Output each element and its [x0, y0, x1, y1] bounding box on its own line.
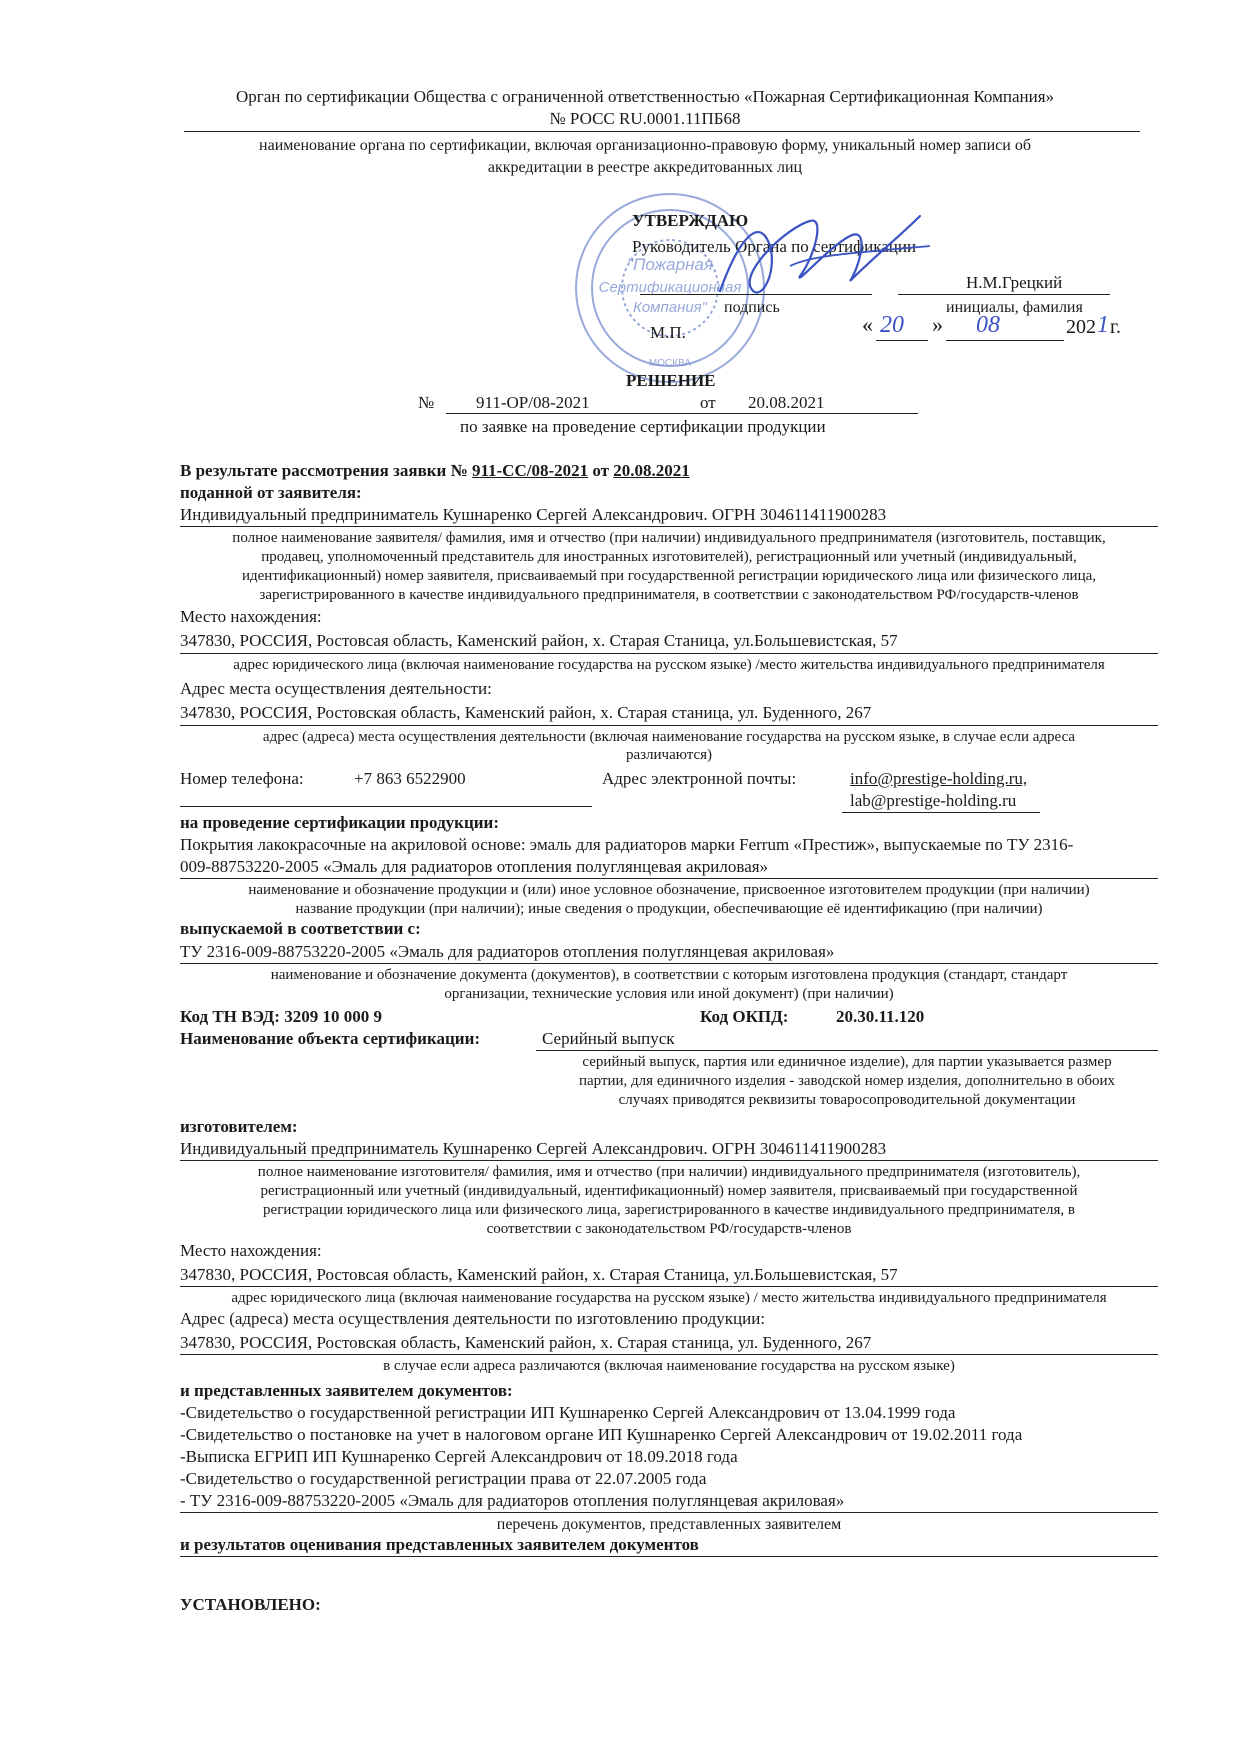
divider [180, 963, 1158, 964]
approval-position: Руководитель Органа по сертификации [632, 237, 917, 256]
application-date: 20.08.2021 [613, 461, 690, 480]
standard-caption-1: наименование и обозначение документа (документов), в соответствии с которым изготовлена продукция (стандарт, стандарт [270, 967, 1068, 983]
location-caption: адрес юридического лица (включая наименование государства на русском языке) /место жительства индивидуального предпринимателя [233, 657, 1105, 673]
object-caption-2: партии, для единичного изделия - заводской номер изделия, дополнительно в обоих [578, 1073, 1116, 1089]
decision-number-label: № [418, 393, 435, 412]
applicant-caption-2: продавец, уполномоченный представитель для иностранных изготовителей), регистрационный или учетный (индивидуальный, [261, 549, 1077, 565]
object-caption-1: серийный выпуск, партия или единичное изделие), для партии указывается размер [582, 1054, 1112, 1070]
email-label: Адрес электронной почты: [602, 769, 797, 788]
decision-title: РЕШЕНИЕ [626, 371, 716, 390]
name-caption: инициалы, фамилия [946, 299, 1083, 316]
document-item: -Свидетельство о постановке на учет в налоговом органе ИП Кушнаренко Сергей Александрович от 19.02.2011 года [180, 1425, 1023, 1444]
object-caption-3: случаях приводятся реквизиты товаросопроводительной документации [618, 1092, 1076, 1108]
tnved-code: Код ТН ВЭД: 3209 10 000 9 [180, 1007, 382, 1026]
org-caption: наименование органа по сертификации, включая организационно-правовую форму, уникальный номер записи об [259, 137, 1031, 154]
manufacturer-heading: изготовителем: [180, 1117, 298, 1136]
seal-city: МОСКВА [648, 358, 692, 369]
okpd-code: 20.30.11.120 [836, 1007, 925, 1026]
activity-caption-1: адрес (адреса) места осуществления деятельности (включая наименование государства на русском языке, в случае если адреса [262, 729, 1076, 745]
manufacturer-location-caption: адрес юридического лица (включая наименование государства на русском языке) / место жительства индивидуального предпринимателя [231, 1290, 1107, 1306]
handwritten-signature [700, 196, 940, 326]
application-mid: от [588, 461, 614, 480]
product-standard: ТУ 2316-009-88753220-2005 «Эмаль для радиаторов отопления полуглянцевая акриловая» [180, 942, 835, 961]
manufacturer-caption-2: регистрационный или учетный (индивидуальный, идентификационный) номер заявителя, присваиваемый при государственной [260, 1183, 1078, 1199]
manufacturer-caption-3: регистрации юридического лица или физического лица, зарегистрированного в качестве индивидуального предпринимателя, в [263, 1202, 1075, 1218]
org-accreditation-number: № РОСС RU.0001.11ПБ68 [549, 109, 741, 128]
divider [180, 725, 1158, 726]
production-caption: в случае если адреса различаются (включая наименование государства на русском языке) [383, 1358, 955, 1374]
date-day-line [876, 340, 928, 341]
email-link-2[interactable]: lab@prestige-holding.ru [850, 791, 1017, 810]
documents-caption: перечень документов, представленных заявителем [496, 1516, 842, 1533]
approval-date-day: 20 [880, 312, 904, 338]
production-label: Адрес (адреса) места осуществления деятельности по изготовлению продукции: [180, 1309, 766, 1328]
product-caption-1: наименование и обозначение продукции и (или) иное условное обозначение, присвоенное изготовителем продукции (при наличии) [248, 882, 1090, 898]
approval-date-open: « [862, 312, 873, 337]
decision-line [446, 413, 918, 414]
applicant-caption-4: зарегистрированного в качестве индивидуального предпринимателя, в соответствии с законодательством РФ/государств-членов [259, 587, 1079, 603]
signature-caption: подпись [724, 299, 780, 316]
divider [180, 1160, 1158, 1161]
seal-caption: М.П. [650, 323, 686, 342]
document-item: -Свидетельство о государственной регистрации права от 22.07.2005 года [180, 1469, 707, 1488]
product-description-1: Покрытия лакокрасочные на акриловой основе: эмаль для радиаторов марки Ferrum «Престиж», выпускаемые по ТУ 2316- [180, 835, 1074, 854]
date-month-line [946, 340, 1064, 341]
approval-date-year-hand: 1 [1097, 312, 1109, 338]
email-line [842, 812, 1040, 813]
approver-name: Н.М.Грецкий [966, 273, 1063, 292]
application-prefix: В результате рассмотрения заявки № [180, 461, 472, 480]
seal-text-1: "Пожарная [627, 255, 713, 274]
divider [180, 1354, 1158, 1355]
results-heading: и результатов оценивания представленных заявителем документов [180, 1535, 699, 1554]
phone-label: Номер телефона: [180, 769, 304, 788]
applicant-heading: поданной от заявителя: [180, 483, 362, 502]
manufacturer-caption-1: полное наименование изготовителя/ фамилия, имя и отчество (при наличии) индивидуального предпринимателя (изготовитель), [257, 1164, 1081, 1180]
production-address: 347830, РОССИЯ, Ростовская область, Каменский район, х. Старая станица, ул. Буденного, 267 [180, 1333, 872, 1352]
object-value: Серийный выпуск [542, 1029, 675, 1048]
manufacturer-name: Индивидуальный предприниматель Кушнаренко Сергей Александрович. ОГРН 304611411900283 [180, 1139, 887, 1158]
decision-number: 911-ОР/08-2021 [476, 393, 590, 412]
okpd-label: Код ОКПД: [700, 1007, 789, 1026]
applicant-location: 347830, РОССИЯ, Ростовсая область, Каменский район, х. Старая Станица, ул.Большевистская, 57 [180, 631, 898, 650]
divider [536, 1050, 1158, 1051]
document-item: -Свидетельство о государственной регистрации ИП Кушнаренко Сергей Александрович от 13.04.1999 года [180, 1403, 956, 1422]
divider [180, 878, 1158, 879]
email-link-1[interactable]: info@prestige-holding.ru, [850, 769, 1028, 788]
approval-date-close: » [932, 312, 943, 337]
divider [180, 653, 1158, 654]
seal-text-3: Компания" [633, 299, 707, 316]
document-item: - ТУ 2316-009-88753220-2005 «Эмаль для радиаторов отопления полуглянцевая акриловая» [180, 1491, 845, 1510]
manufacturer-location: 347830, РОССИЯ, Ростовсая область, Каменский район, х. Старая Станица, ул.Большевистская, 57 [180, 1265, 898, 1284]
product-description-2: 009-88753220-2005 «Эмаль для радиаторов отопления полуглянцевая акриловая» [180, 857, 769, 876]
org-name: Орган по сертификации Общества с ограниченной ответственностью «Пожарная Сертификационная Компания» [235, 87, 1055, 106]
divider [180, 1512, 1158, 1513]
document-item: -Выписка ЕГРИП ИП Кушнаренко Сергей Александрович от 18.09.2018 года [180, 1447, 738, 1466]
location-label: Место нахождения: [180, 607, 322, 626]
activity-caption-2: различаются) [625, 747, 713, 763]
decision-subtitle: по заявке на проведение сертификации продукции [460, 417, 826, 436]
divider [184, 131, 1140, 132]
issued-heading: выпускаемой в соответствии с: [180, 919, 421, 938]
application-number: 911-СС/08-2021 [471, 461, 589, 480]
activity-address: 347830, РОССИЯ, Ростовская область, Каменский район, х. Старая станица, ул. Буденного, 267 [180, 703, 872, 722]
divider [180, 1556, 1158, 1557]
approval-date-year-suffix: г. [1110, 316, 1121, 338]
decision-from-label: от [700, 393, 716, 412]
product-caption-2: название продукции (при наличии); иные сведения о продукции, обеспечивающие её идентификацию (при наличии) [295, 901, 1043, 917]
org-caption-2: аккредитации в реестре аккредитованных лиц [487, 159, 803, 176]
manufacturer-location-label: Место нахождения: [180, 1241, 322, 1260]
phone-number: +7 863 6522900 [354, 769, 466, 788]
documents-heading: и представленных заявителем документов: [180, 1381, 513, 1400]
object-label: Наименование объекта сертификации: [180, 1029, 481, 1048]
applicant-name: Индивидуальный предприниматель Кушнаренко Сергей Александрович. ОГРН 304611411900283 [180, 505, 887, 524]
applicant-caption-3: идентификационный) номер заявителя, присваиваемый при государственной регистрации юридического лица или физического лица, [241, 568, 1097, 584]
approval-date-year-prefix: 202 [1066, 316, 1096, 338]
divider [180, 526, 1158, 527]
seal-text-2: Сертификационная [598, 279, 742, 296]
applicant-caption-1: полное наименование заявителя/ фамилия, имя и отчество (при наличии) индивидуального предпринимателя (изготовитель, поставщик, [232, 530, 1106, 546]
manufacturer-caption-4: соответствии с законодательством РФ/государств-членов [486, 1221, 852, 1237]
approval-date-month: 08 [976, 312, 1000, 338]
decision-date: 20.08.2021 [748, 393, 825, 412]
application-line [180, 460, 690, 481]
divider [180, 1286, 1158, 1287]
product-heading: на проведение сертификации продукции: [180, 813, 500, 832]
activity-label: Адрес места осуществления деятельности: [180, 679, 492, 698]
phone-line [180, 806, 592, 807]
approval-title: УТВЕРЖДАЮ [632, 211, 749, 230]
established-heading: УСТАНОВЛЕНО: [180, 1595, 321, 1614]
standard-caption-2: организации, технические условия или иной документ) (при наличии) [444, 986, 894, 1002]
